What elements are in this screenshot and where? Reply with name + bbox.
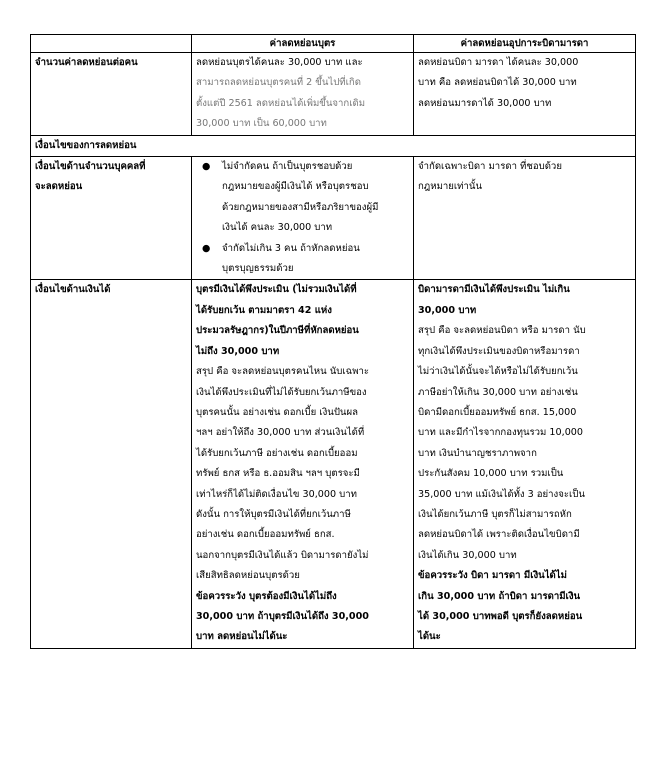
child-condition-list [196,157,409,279]
person-count-row [31,157,636,280]
child-condition-line: บุตรบุญธรรมด้วย [222,263,294,275]
amount-child-line: 30,000 บาท เป็น 60,000 บาท [196,118,327,130]
header-child-deduction: ค่าลดหย่อนบุตร [192,35,414,53]
amount-child-line: ลดหย่อนบุตรได้คนละ 30,000 บาท และ [196,57,363,68]
income-parent-summary-line: บาท และมีกำไรจากกองทุนรวม 10,000 [418,427,584,439]
income-child-summary-line: ดังนั้น การให้บุตรมีเงินได้ที่ยกเว้นภาษี [196,508,351,520]
child-condition-item [202,239,409,280]
income-condition-label: เงื่อนไขด้านเงินได้ [31,280,192,648]
person-count-label [31,157,192,280]
income-child-summary-line: อย่างเช่น ดอกเบี้ยออมทรัพย์ ธกส. [196,529,335,541]
income-parent-caution-line: ได้นะ [418,631,441,643]
person-count-parent-cell [414,157,636,280]
income-parent-caution-line: เกิน 30,000 บาท ถ้าบิดา มารดามีเงิน [418,590,581,602]
income-condition-row [31,280,636,648]
person-count-label-line: เงื่อนไขด้านจำนวนบุคคลที่ [35,161,146,173]
bullet-icon: ● [202,242,211,254]
income-parent-summary-line: เงินได้เกิน 30,000 บาท [418,549,517,561]
bullet-icon: ● [202,161,211,173]
amount-child-line: ตั้งแต่ปี 2561 ลดหย่อนได้เพิ่มขึ้นจากเดิม [196,97,366,109]
income-parent-summary-line: ไม่ว่าเงินได้นั้นจะได้หรือไม่ได้รับยกเว้น [418,366,578,378]
income-parent-summary-line: สรุป คือ จะลดหย่อนบิดา หรือ มารดา นับ [418,325,586,337]
income-child-summary-line: ได้รับยกเว้นภาษี อย่างเช่น ดอกเบี้ยออม [196,447,358,459]
conditions-section-heading: เงื่อนไขของการลดหย่อน [31,135,636,156]
income-child-cell [192,280,414,648]
deduction-comparison-table [30,34,636,649]
income-child-rule-line: ประมวลรัษฎากร)ในปีภาษีที่หักลดหย่อน [196,325,359,337]
income-parent-summary-line: ทุกเงินได้พึงประเมินของบิดาหรือมารดา [418,345,580,357]
child-condition-line: เงินได้ คนละ 30,000 บาท [222,222,333,234]
amount-child-line: สามารถลดหย่อนบุตรคนที่ 2 ขึ้นไปที่เกิด [196,77,361,89]
income-child-summary-line: ทรัพย์ ธกส หรือ ธ.ออมสิน ฯลฯ บุตรจะมี [196,468,360,480]
header-parent-deduction: ค่าลดหย่อนอุปการะบิดามารดา [414,35,636,53]
income-child-summary-line: บุตรคนนั้น อย่างเช่น ดอกเบี้ย เงินปันผล [196,406,358,418]
income-child-caution-line: ข้อควรระวัง บุตรต้องมีเงินได้ไม่ถึง [196,590,337,602]
header-empty-cell [31,35,192,53]
header-row [31,35,636,53]
amount-parent-cell [414,53,636,136]
amount-parent-line: บาท คือ ลดหย่อนบิดาได้ 30,000 บาท [418,77,577,89]
amount-child-cell [192,53,414,136]
parent-condition-line: จำกัดเฉพาะบิดา มารดา ที่ชอบด้วย [418,161,562,173]
income-child-rule-line: ได้รับยกเว้น ตามมาตรา 42 แห่ง [196,304,332,316]
income-child-caution-line: บาท ลดหย่อนไม่ได้นะ [196,631,288,643]
income-parent-summary-line: ประกันสังคม 10,000 บาท รวมเป็น [418,468,564,480]
income-child-summary-line: ฯลฯ อย่าให้ถึง 30,000 บาท ส่วนเงินได้ที่ [196,427,365,439]
child-condition-line: จำกัดไม่เกิน 3 คน ถ้าหักลดหย่อน [222,242,360,254]
income-parent-caution-line: ได้ 30,000 บาทพอดี บุตรก็ยังลดหย่อน [418,610,583,622]
income-child-caution-line: 30,000 บาท ถ้าบุตรมีเงินได้ถึง 30,000 [196,610,369,622]
conditions-section-row [31,135,636,156]
parent-condition-line: กฎหมายเท่านั้น [418,181,483,193]
income-child-rule-line: ไม่ถึง 30,000 บาท [196,345,280,357]
income-child-rule-line: บุตรมีเงินได้พึงประเมิน (ไม่รวมเงินได้ที่ [196,284,357,296]
income-child-summary-line: สรุป คือ จะลดหย่อนบุตรคนไหน นับเฉพาะ [196,366,370,378]
person-count-label-line: จะลดหย่อน [35,181,83,193]
income-child-summary-line: เท่าไหร่ก็ได้ไม่ติดเงื่อนไข 30,000 บาท [196,488,357,500]
income-parent-summary-line: บิดามีดอกเบี้ยออมทรัพย์ ธกส. 15,000 [418,406,577,418]
amount-row [31,53,636,136]
amount-parent-line: ลดหย่อนบิดา มารดา ได้คนละ 30,000 [418,57,579,68]
income-child-summary-line: เงินได้พึงประเมินที่ไม่ได้รับยกเว้นภาษีของ [196,386,367,398]
income-child-summary-line: นอกจากบุตรมีเงินได้แล้ว บิดามารดายังไม่ [196,549,369,561]
person-count-child-cell [192,157,414,280]
income-parent-rule-line: 30,000 บาท [418,304,477,316]
child-condition-line: กฎหมายของผู้มีเงินได้ หรือบุตรชอบ [222,181,369,193]
income-parent-caution-line: ข้อควรระวัง บิดา มารดา มีเงินได้ไม่ [418,570,567,582]
income-parent-summary-line: บาท เงินบำนาญชราภาพจาก [418,447,537,459]
child-condition-line: ไม่จำกัดคน ถ้าเป็นบุตรชอบด้วย [222,161,353,173]
child-condition-line: ด้วยกฎหมายของสามีหรือภริยาของผู้มี [222,201,379,213]
child-condition-item [202,157,409,239]
income-parent-summary-line: ลดหย่อนบิดาได้ เพราะติดเงื่อนไขบิดามี [418,529,580,541]
income-parent-summary-line: ภาษีอย่าให้เกิน 30,000 บาท อย่างเช่น [418,386,578,398]
amount-row-label: จำนวนค่าลดหย่อนต่อคน [31,53,192,136]
income-parent-rule-line: บิดามารดามีเงินได้พึงประเมิน ไม่เกิน [418,284,570,296]
income-child-summary-line: เสียสิทธิลดหย่อนบุตรด้วย [196,570,300,582]
amount-parent-line: ลดหย่อนมารดาได้ 30,000 บาท [418,97,552,109]
income-parent-cell [414,280,636,648]
income-parent-summary-line: เงินได้ยกเว้นภาษี บุตรก็ไม่สามารถหัก [418,508,572,520]
income-parent-summary-line: 35,000 บาท แม้เงินได้ทั้ง 3 อย่างจะเป็น [418,488,585,500]
